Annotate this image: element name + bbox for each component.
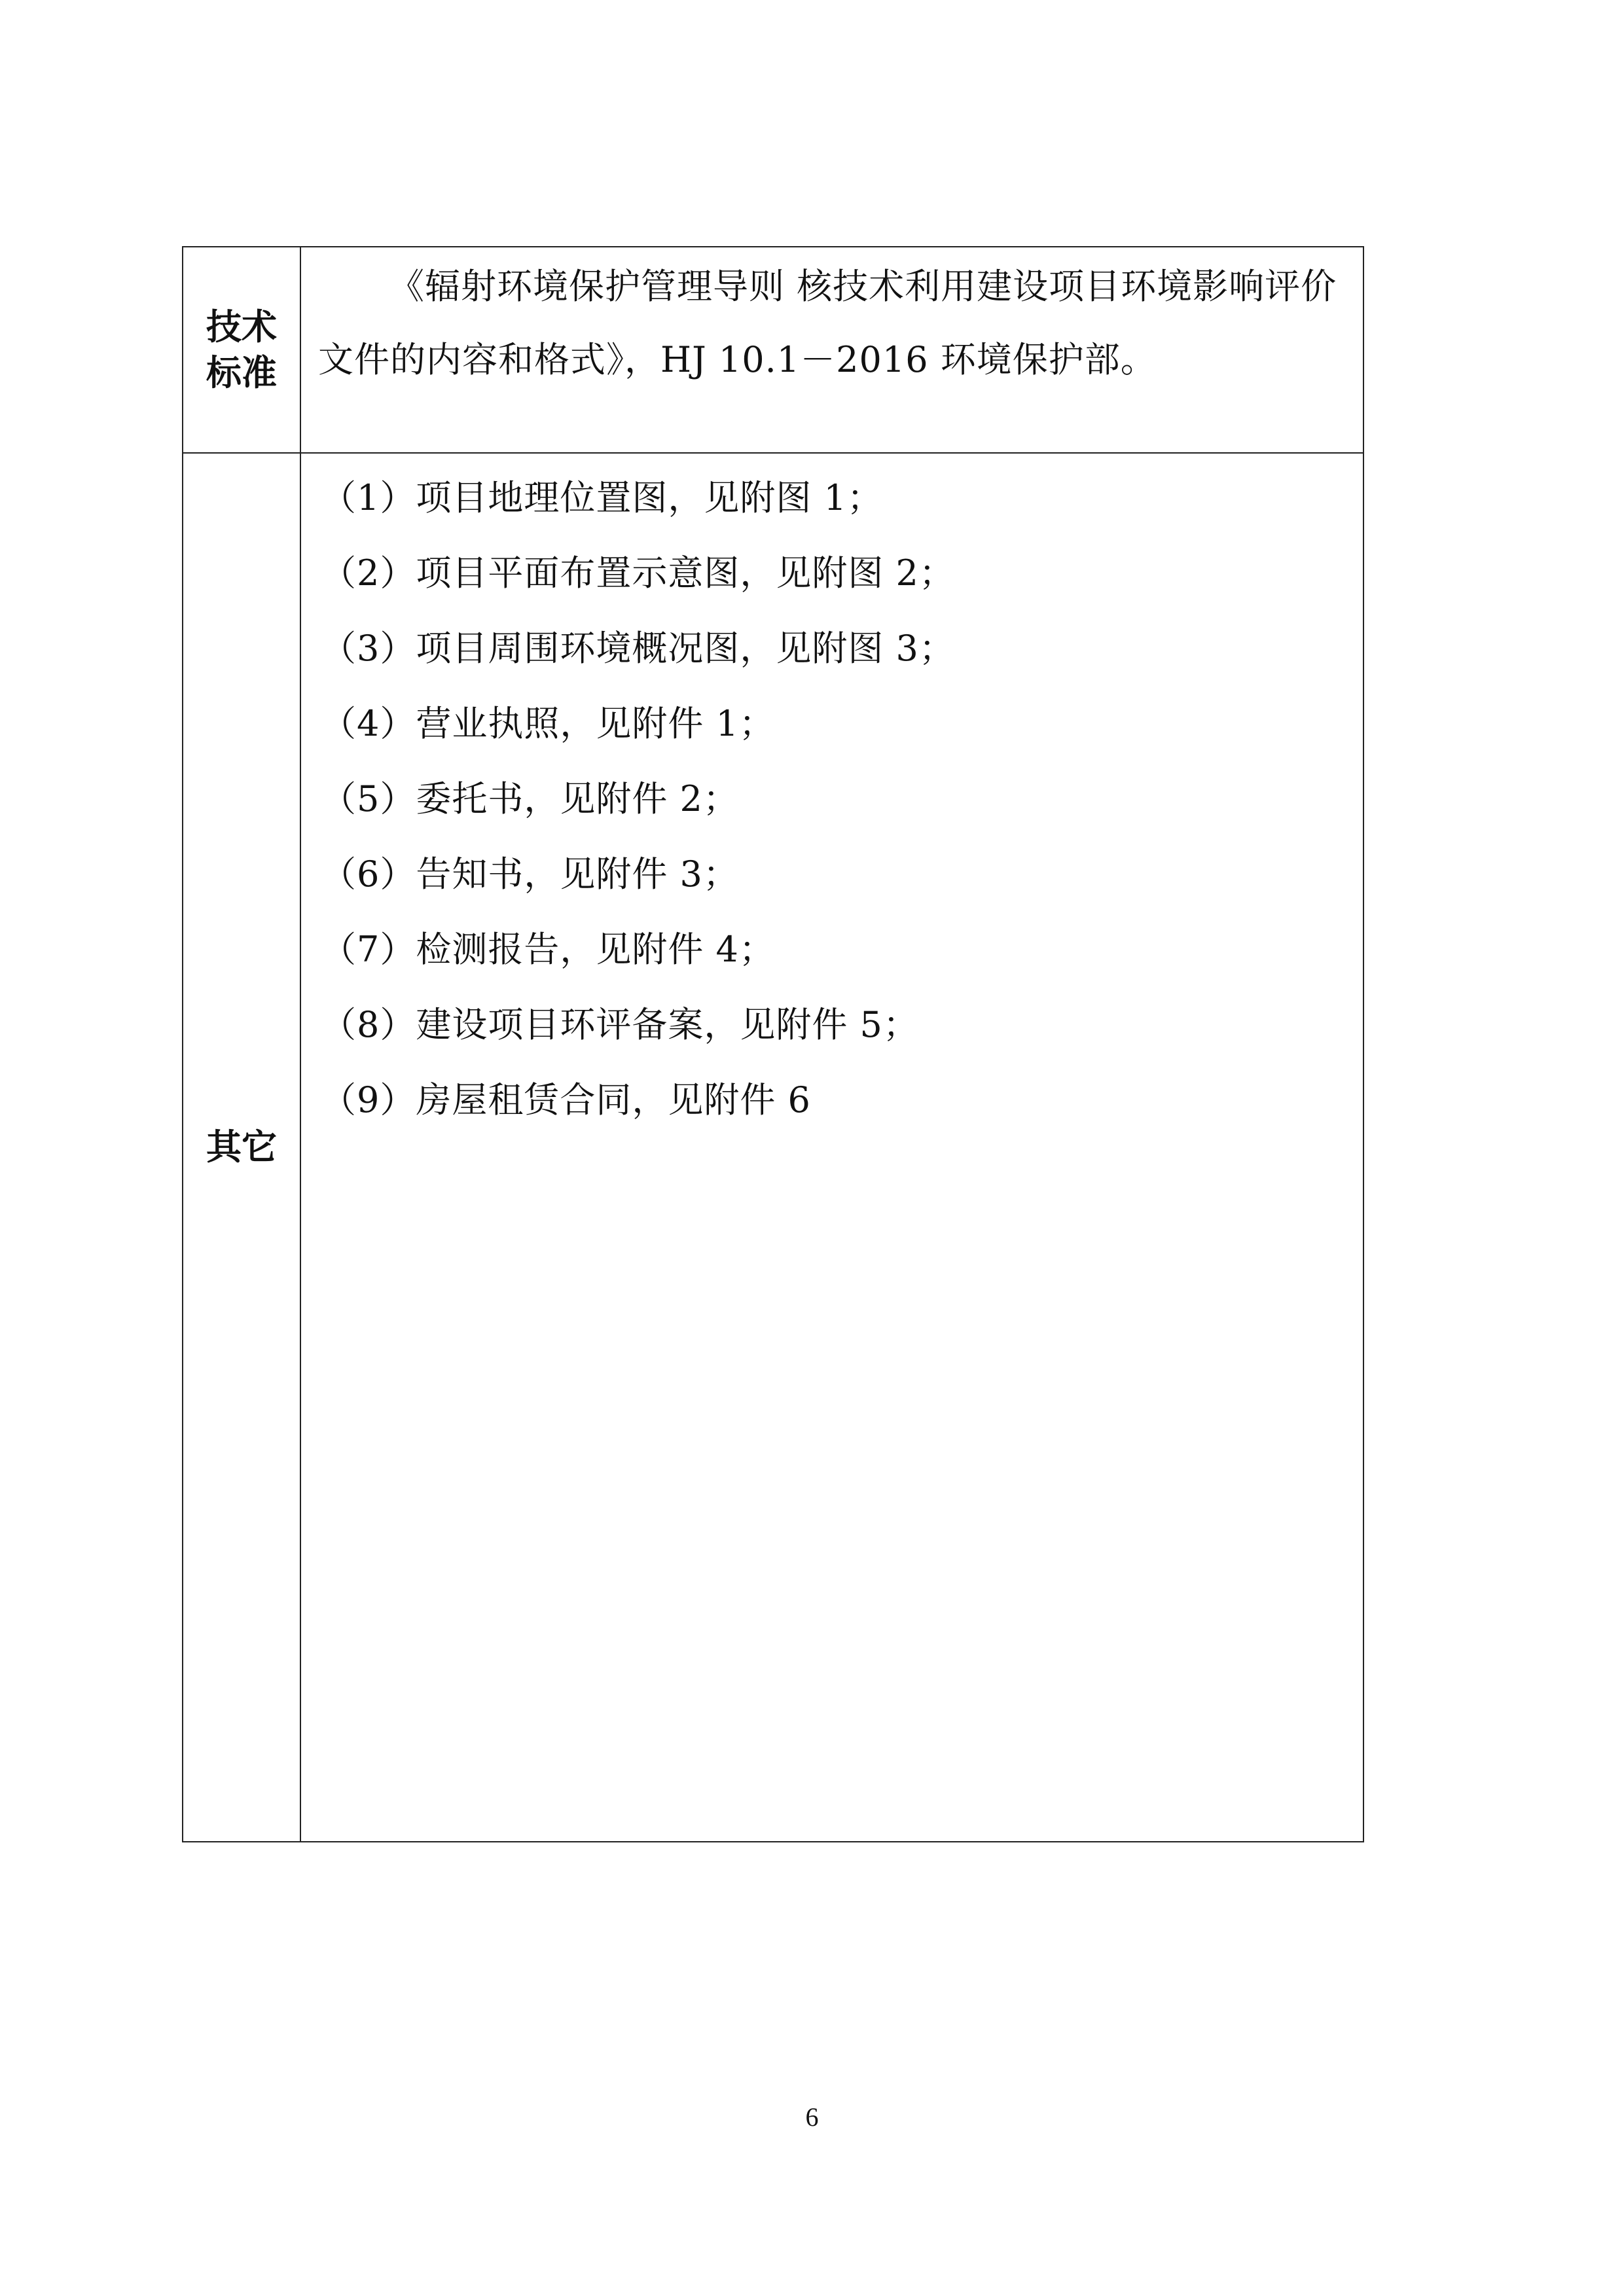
list-item: （1）项目地理位置图，见附图 1；: [321, 477, 883, 518]
reference-table: [182, 246, 1364, 1842]
list-item: （2）项目平面布置示意图，见附图 2；: [321, 552, 955, 594]
list-item: （3）项目周围环境概况图，见附图 3；: [321, 628, 955, 669]
list-item: （9）房屋租赁合同，见附件 6: [321, 1079, 811, 1121]
list-item: （8）建设项目环评备案，见附件 5；: [321, 1004, 919, 1045]
technical-standard-row: [183, 247, 1363, 453]
other-row: [183, 453, 1363, 1842]
list-item: （7）检测报告，见附件 4；: [321, 929, 775, 970]
list-item: （4）营业执照，见附件 1；: [321, 703, 775, 744]
list-item: （5）委托书，见附件 2；: [321, 778, 739, 819]
technical-standard-content: [300, 247, 1363, 453]
attachment-list: [301, 454, 1363, 1138]
page-number: 6: [805, 2102, 819, 2132]
technical-standard-label-line-2: 标准: [206, 351, 277, 393]
list-item: （6）告知书，见附件 3；: [321, 853, 739, 895]
other-content: [300, 453, 1363, 1842]
other-label: 其它: [183, 453, 300, 1842]
technical-standard-text: 《辐射环境保护管理导则 核技术利用建设项目环境影响评价文件的内容和格式》，HJ 10.1－2016 环境保护部。: [318, 266, 1337, 380]
technical-standard-label-line-1: 技术: [206, 306, 277, 348]
technical-standard-label: [183, 247, 300, 453]
